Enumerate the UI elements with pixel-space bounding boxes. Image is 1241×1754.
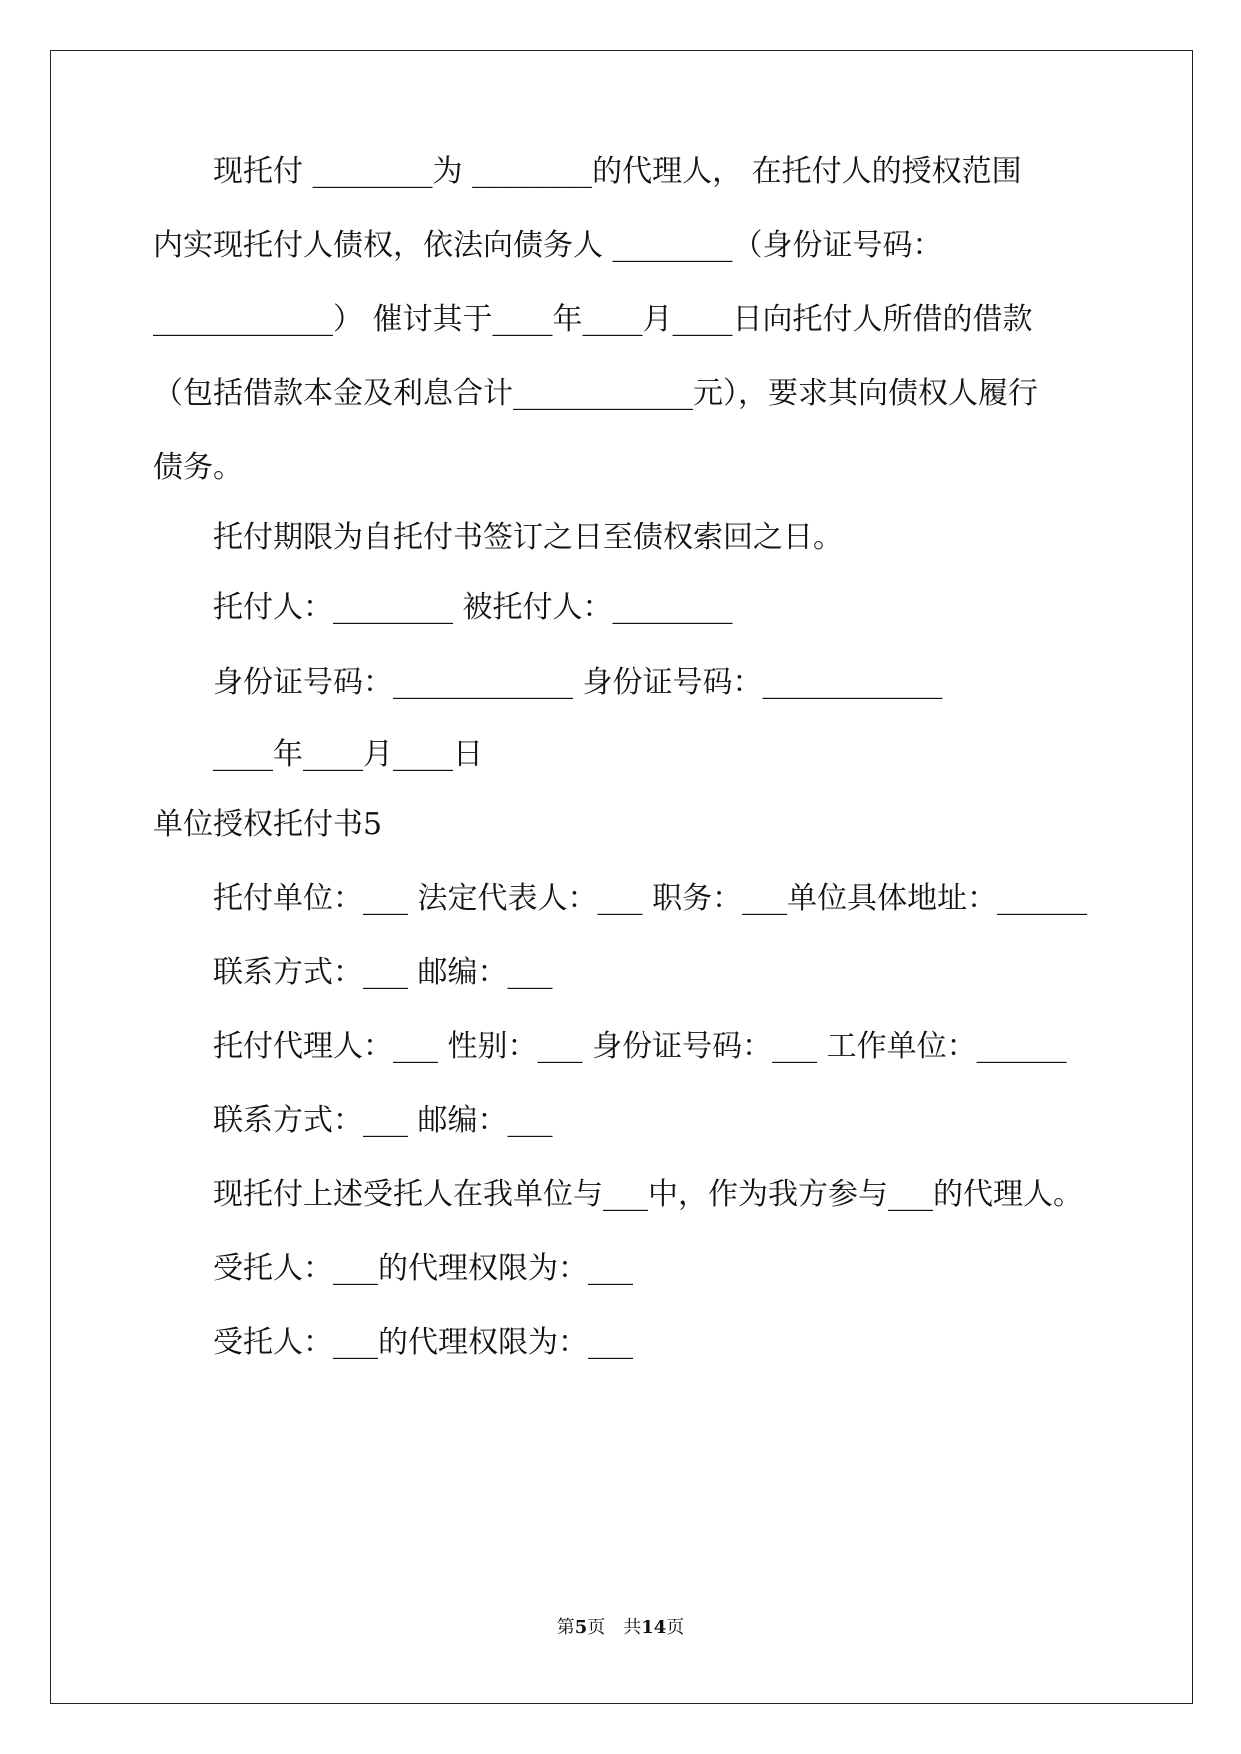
section-title: 单位授权托付书5 xyxy=(153,807,383,842)
paragraph-line: 联系方式：___ 邮编：___ xyxy=(213,955,553,990)
footer-prefix: 第 xyxy=(556,1617,575,1638)
paragraph-line: ____________） 催讨其于____年____月____日向托付人所借的借款 xyxy=(153,302,1033,337)
page-total: 14 xyxy=(641,1617,667,1638)
paragraph-line: 内实现托付人债权，依法向债务人 ________（身份证号码： xyxy=(153,228,943,263)
page-number: 5 xyxy=(574,1617,588,1638)
footer-suffix: 页 xyxy=(666,1617,685,1638)
paragraph-line: 托付期限为自托付书签订之日至债权索回之日。 xyxy=(213,520,843,555)
date-line: ____年____月____日 xyxy=(213,737,483,772)
page-footer xyxy=(0,1617,1241,1639)
paragraph-line: 现托付 ________为 ________的代理人， 在托付人的授权范围 xyxy=(213,154,1022,189)
paragraph-line: 受托人：___的代理权限为：___ xyxy=(213,1325,633,1360)
paragraph-line: （包括借款本金及利息合计____________元），要求其向债权人履行 xyxy=(153,376,1038,411)
footer-mid: 页 共 xyxy=(587,1617,642,1638)
page-border xyxy=(50,50,1193,1704)
id-number-line: 身份证号码：____________ 身份证号码：____________ xyxy=(213,665,943,700)
paragraph-line: 联系方式：___ 邮编：___ xyxy=(213,1103,553,1138)
paragraph-line: 托付单位：___ 法定代表人：___ 职务：___单位具体地址：______ xyxy=(213,881,1088,916)
paragraph-line: 现托付上述受托人在我单位与___中，作为我方参与___的代理人。 xyxy=(213,1177,1083,1212)
signature-line: 托付人：________ 被托付人：________ xyxy=(213,590,733,625)
paragraph-line: 债务。 xyxy=(153,450,243,485)
paragraph-line: 受托人：___的代理权限为：___ xyxy=(213,1251,633,1286)
paragraph-line: 托付代理人：___ 性别：___ 身份证号码：___ 工作单位：______ xyxy=(213,1029,1067,1064)
